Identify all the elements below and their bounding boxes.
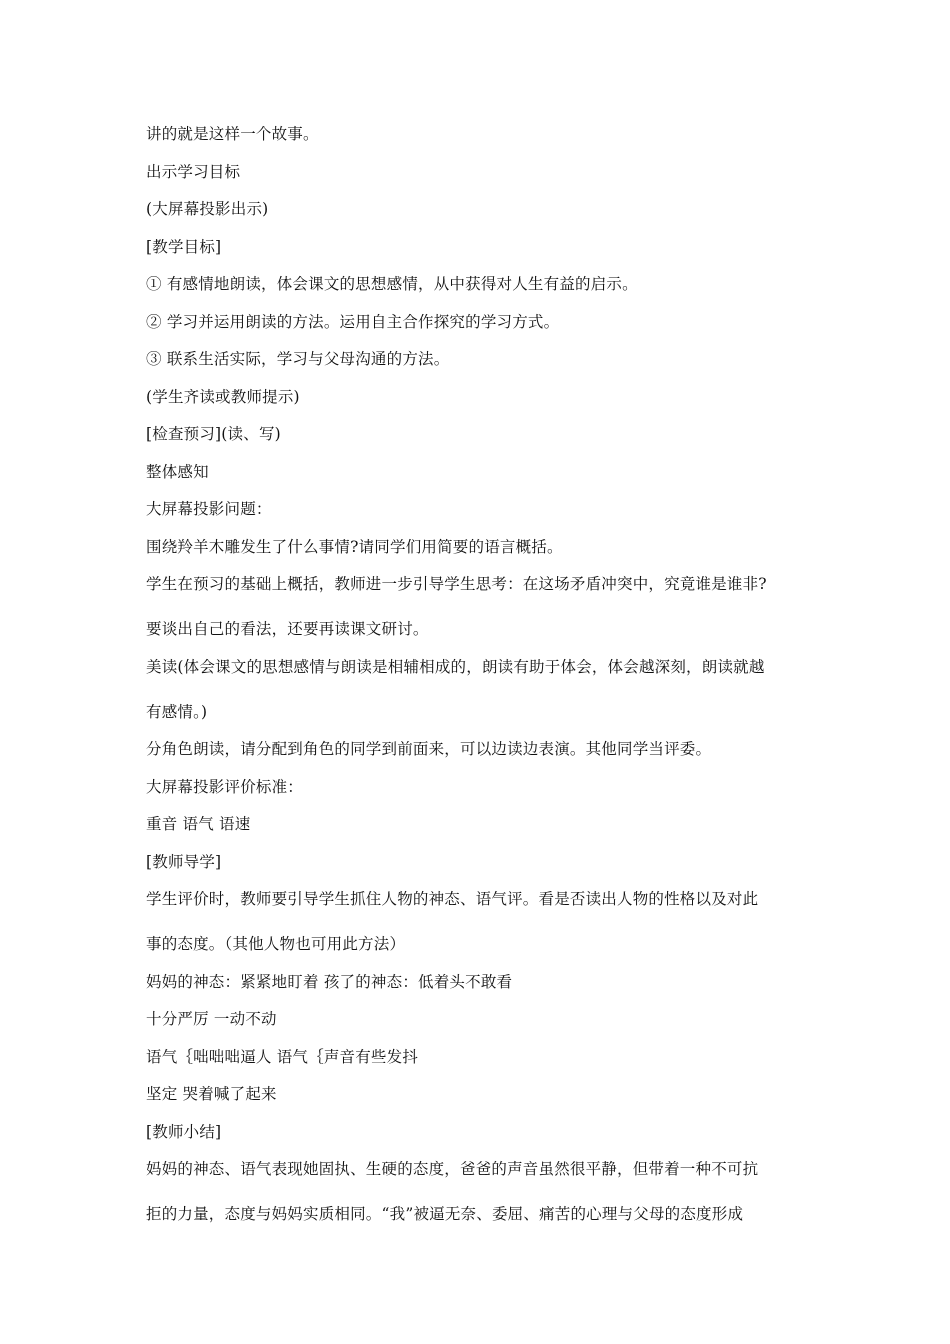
- text-line: 出示学习目标: [146, 162, 241, 181]
- text-line: 妈妈的神态：紧紧地盯着 孩了的神态：低着头不敢看: [146, 972, 513, 991]
- text-line: ③ 联系生活实际，学习与父母沟通的方法。: [146, 350, 450, 368]
- text-line: ② 学习并运用朗读的方法。运用自主合作探究的学习方式。: [146, 312, 560, 331]
- document-body: [146, 124, 810, 1224]
- text-line: [教师小结]: [146, 1122, 222, 1141]
- text-line: 学生在预习的基础上概括，教师进一步引导学生思考：在这场矛盾冲突中，究竟谁是谁非?: [146, 575, 767, 593]
- text-line: 学生评价时，教师要引导学生抓住人物的神态、语气评。看是否读出人物的性格以及对此: [146, 890, 759, 908]
- text-line: 事的态度。（其他人物也可用此方法）: [146, 935, 406, 953]
- text-line: [检查预习](读、写): [146, 425, 281, 443]
- text-line: (学生齐读或教师提示): [146, 387, 300, 406]
- text-line: 要谈出自己的看法，还要再读课文研讨。: [146, 620, 429, 638]
- text-line: 大屏幕投影评价标准：: [146, 777, 304, 796]
- text-line: 十分严厉 一动不动: [146, 1010, 277, 1028]
- text-line: (大屏幕投影出示): [146, 200, 269, 218]
- text-line: 大屏幕投影问题：: [146, 500, 272, 518]
- text-line: 围绕羚羊木雕发生了什么事情?请同学们用简要的语言概括。: [146, 537, 563, 556]
- text-line: [教师导学]: [146, 852, 222, 871]
- text-line: 整体感知: [146, 462, 209, 481]
- text-line: 坚定 哭着喊了起来: [146, 1085, 277, 1103]
- text-line: 语气｛咄咄咄逼人 语气｛声音有些发抖: [146, 1047, 419, 1066]
- text-line: [教学目标]: [146, 237, 222, 256]
- text-line: 讲的就是这样一个故事。: [146, 125, 319, 143]
- text-line: ① 有感情地朗读，体会课文的思想感情，从中获得对人生有益的启示。: [146, 275, 638, 293]
- text-line: 重音 语气 语速: [146, 815, 251, 833]
- text-line: 分角色朗读，请分配到角色的同学到前面来，可以边读边表演。其他同学当评委。: [146, 740, 712, 758]
- text-line: 美读(体会课文的思想感情与朗读是相辅相成的，朗读有助于体会，体会越深刻，朗读就越: [146, 657, 765, 676]
- text-line: 妈妈的神态、语气表现她固执、生硬的态度，爸爸的声音虽然很平静，但带着一种不可抗: [146, 1160, 759, 1178]
- text-line: 拒的力量，态度与妈妈实质相同。“我”被逼无奈、委屈、痛苦的心理与父母的态度形成: [146, 1205, 744, 1223]
- text-line: 有感情。): [146, 702, 208, 721]
